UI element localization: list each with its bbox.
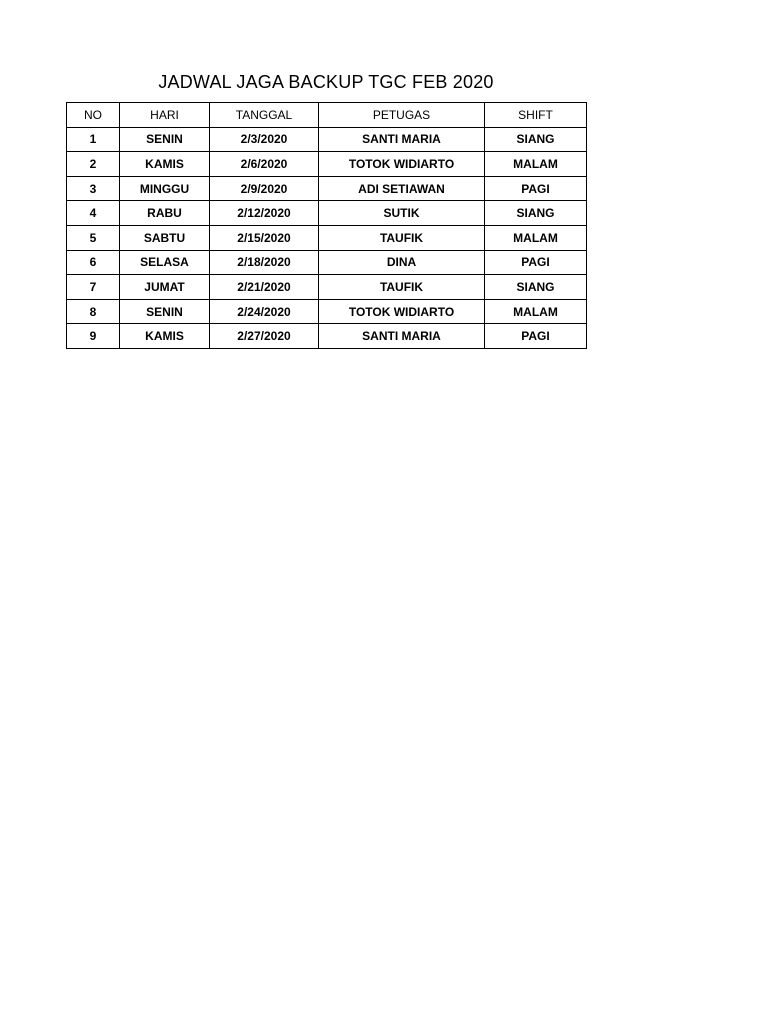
cell-no: 6 — [67, 250, 120, 275]
cell-shift: SIANG — [485, 275, 587, 300]
cell-shift: PAGI — [485, 176, 587, 201]
cell-no: 4 — [67, 201, 120, 226]
cell-no: 7 — [67, 275, 120, 300]
cell-shift: MALAM — [485, 152, 587, 177]
table-row — [67, 225, 587, 250]
cell-shift: SIANG — [485, 127, 587, 152]
cell-hari: KAMIS — [120, 324, 210, 349]
table-row — [67, 152, 587, 177]
table-row — [67, 127, 587, 152]
cell-petugas: DINA — [319, 250, 485, 275]
cell-hari: SELASA — [120, 250, 210, 275]
cell-hari: JUMAT — [120, 275, 210, 300]
table-row — [67, 176, 587, 201]
table-row — [67, 324, 587, 349]
cell-tanggal: 2/3/2020 — [210, 127, 319, 152]
header-no: NO — [67, 103, 120, 128]
table-row — [67, 275, 587, 300]
header-tanggal: TANGGAL — [210, 103, 319, 128]
table-row — [67, 299, 587, 324]
cell-petugas: TAUFIK — [319, 225, 485, 250]
cell-shift: MALAM — [485, 299, 587, 324]
cell-tanggal: 2/24/2020 — [210, 299, 319, 324]
cell-tanggal: 2/18/2020 — [210, 250, 319, 275]
cell-hari: SENIN — [120, 127, 210, 152]
header-petugas: PETUGAS — [319, 103, 485, 128]
table-row — [67, 201, 587, 226]
cell-no: 5 — [67, 225, 120, 250]
table-row — [67, 250, 587, 275]
cell-tanggal: 2/12/2020 — [210, 201, 319, 226]
table-header-row — [67, 103, 587, 128]
cell-hari: SENIN — [120, 299, 210, 324]
cell-tanggal: 2/27/2020 — [210, 324, 319, 349]
cell-petugas: SANTI MARIA — [319, 324, 485, 349]
cell-petugas: ADI SETIAWAN — [319, 176, 485, 201]
cell-tanggal: 2/6/2020 — [210, 152, 319, 177]
header-hari: HARI — [120, 103, 210, 128]
cell-shift: PAGI — [485, 250, 587, 275]
cell-petugas: SUTIK — [319, 201, 485, 226]
cell-hari: RABU — [120, 201, 210, 226]
cell-shift: PAGI — [485, 324, 587, 349]
cell-petugas: TOTOK WIDIARTO — [319, 152, 485, 177]
cell-hari: MINGGU — [120, 176, 210, 201]
cell-shift: MALAM — [485, 225, 587, 250]
cell-petugas: TOTOK WIDIARTO — [319, 299, 485, 324]
cell-no: 9 — [67, 324, 120, 349]
cell-shift: SIANG — [485, 201, 587, 226]
cell-hari: SABTU — [120, 225, 210, 250]
cell-no: 8 — [67, 299, 120, 324]
cell-petugas: SANTI MARIA — [319, 127, 485, 152]
cell-no: 1 — [67, 127, 120, 152]
cell-no: 2 — [67, 152, 120, 177]
cell-tanggal: 2/15/2020 — [210, 225, 319, 250]
header-shift: SHIFT — [485, 103, 587, 128]
cell-petugas: TAUFIK — [319, 275, 485, 300]
cell-hari: KAMIS — [120, 152, 210, 177]
page-title: JADWAL JAGA BACKUP TGC FEB 2020 — [158, 72, 494, 92]
schedule-table — [66, 102, 587, 349]
cell-tanggal: 2/21/2020 — [210, 275, 319, 300]
cell-no: 3 — [67, 176, 120, 201]
cell-tanggal: 2/9/2020 — [210, 176, 319, 201]
